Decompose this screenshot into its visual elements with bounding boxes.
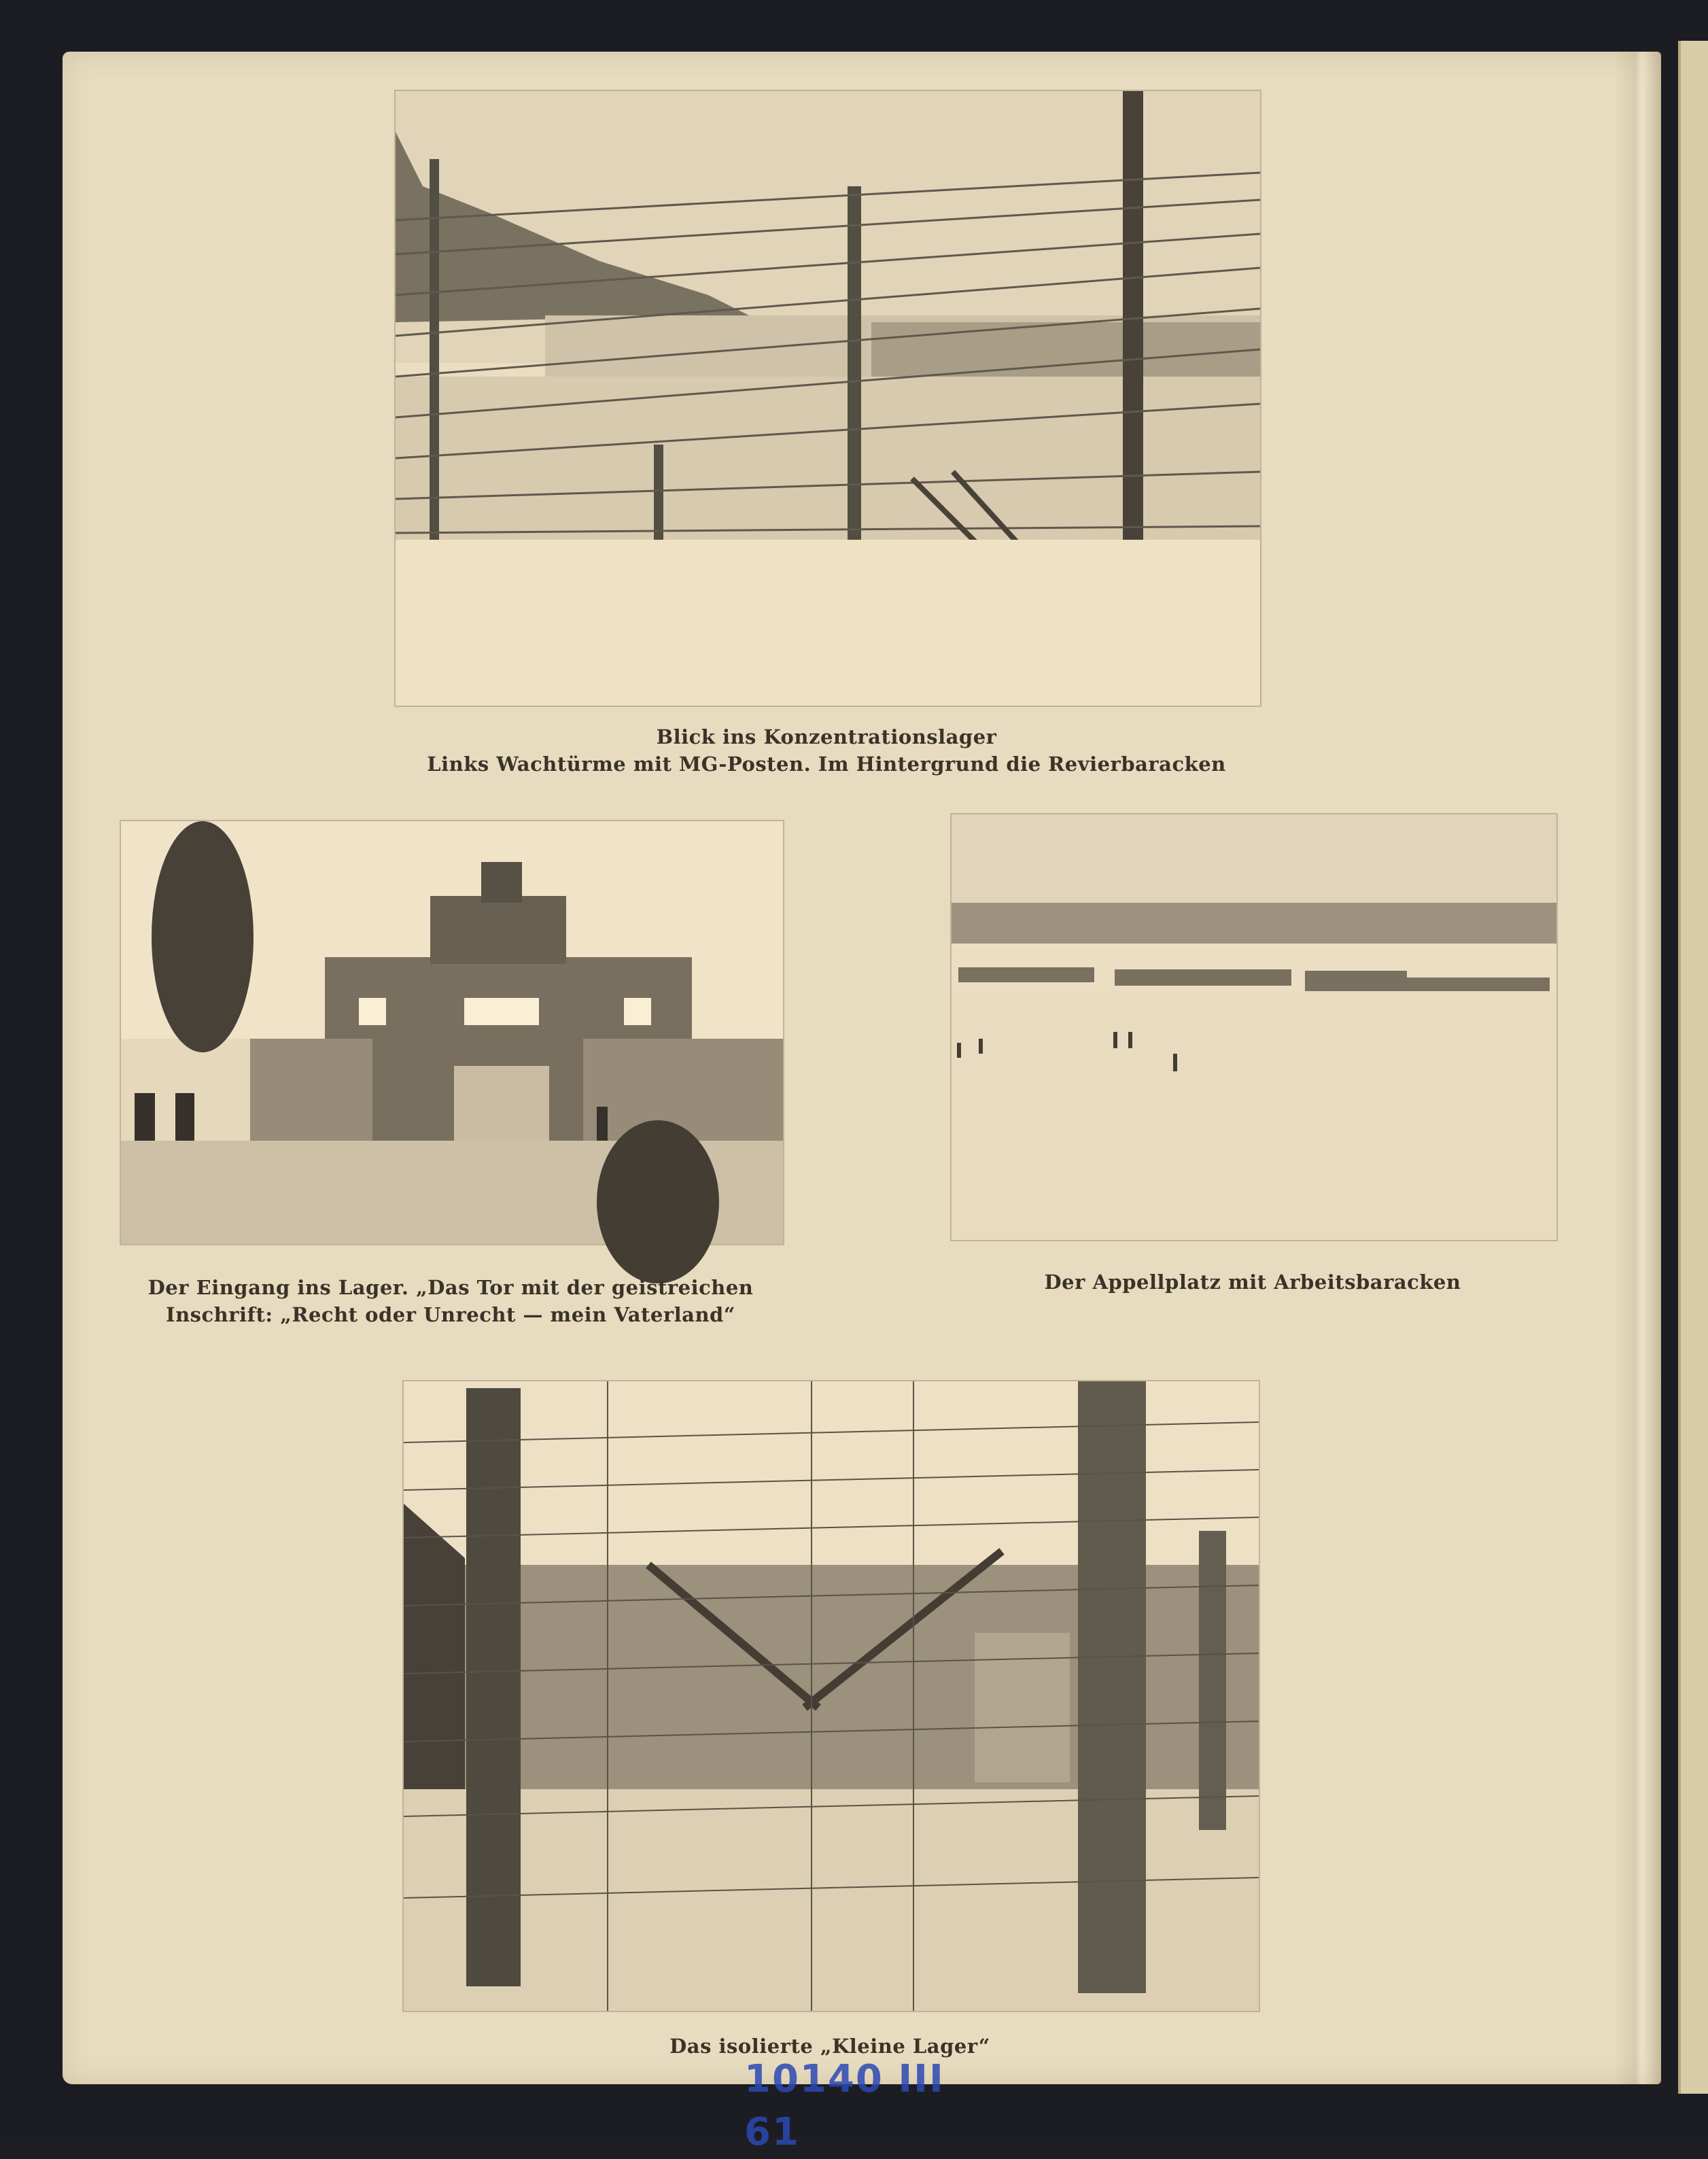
photo-small-camp	[402, 1380, 1260, 2012]
caption-camp-fence	[394, 723, 1259, 778]
caption-line: Der Eingang ins Lager. „Das Tor mit der geistreichen	[147, 1276, 754, 1299]
photo-roll-call-square-image	[952, 814, 1556, 1240]
photo-camp-fence	[394, 90, 1261, 707]
photo-entrance-gate	[120, 820, 784, 1245]
caption-line: Das isolierte „Kleine Lager“	[669, 2035, 990, 2058]
next-page-edge	[1678, 41, 1708, 2094]
caption-line: Links Wachtürme mit MG-Posten. Im Hintergrund die Revierbaracken	[427, 753, 1226, 776]
photo-camp-fence-image	[396, 91, 1260, 706]
library-stamp: 10140 III 61	[744, 2057, 945, 2154]
caption-roll-call-square	[950, 1268, 1555, 1296]
caption-line: Inschrift: „Recht oder Unrecht — mein Vaterland“	[166, 1303, 735, 1326]
page-fold-shadow	[1614, 52, 1661, 2084]
caption-line: Der Appellplatz mit Arbeitsbaracken	[1044, 1271, 1461, 1294]
caption-line: Blick ins Konzentrationslager	[656, 725, 997, 748]
photo-entrance-gate-image	[121, 821, 783, 1244]
photo-small-camp-image	[404, 1381, 1259, 2011]
photo-roll-call-square	[950, 813, 1558, 1241]
caption-entrance-gate	[120, 1274, 782, 1328]
